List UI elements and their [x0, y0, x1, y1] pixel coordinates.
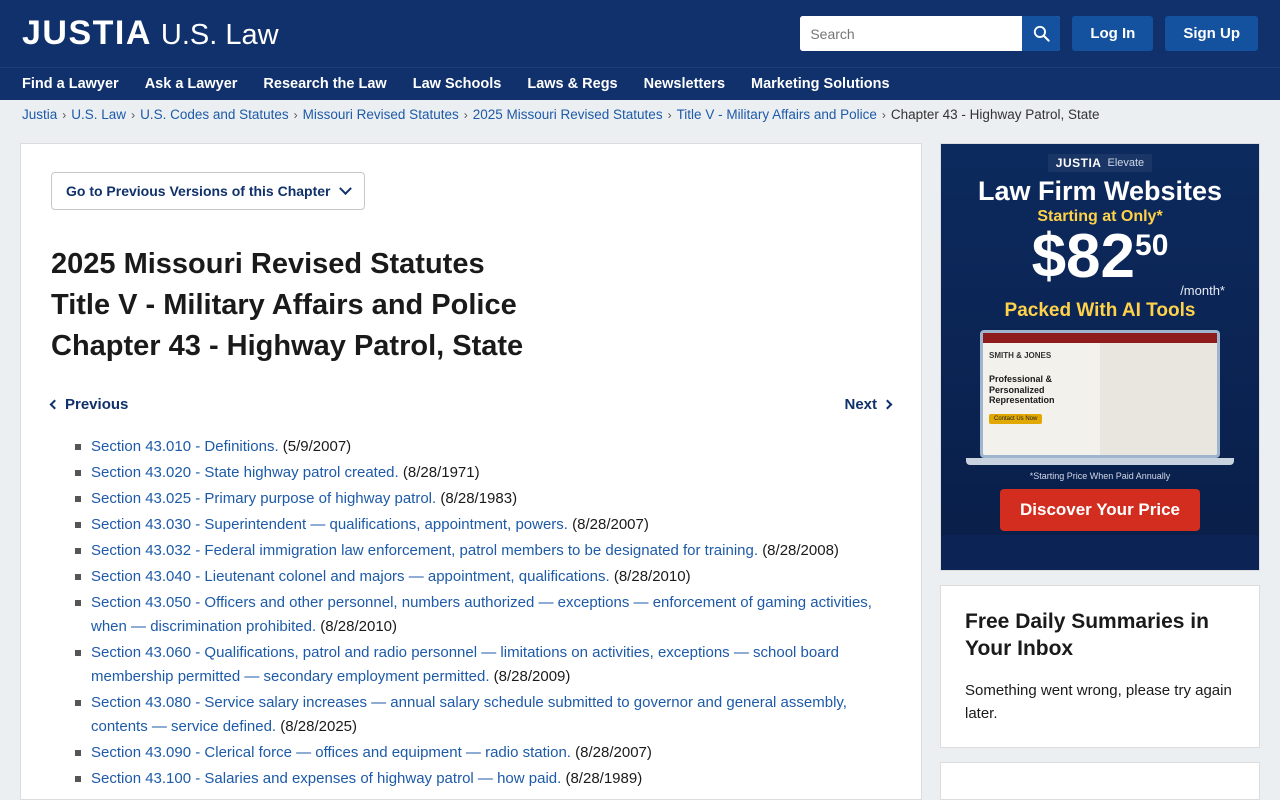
- list-item: [75, 435, 891, 459]
- breadcrumb-item-title-v[interactable]: Title V - Military Affairs and Police: [676, 107, 877, 122]
- breadcrumb-separator: ›: [463, 107, 468, 122]
- ad-top: [941, 144, 1259, 535]
- section-link[interactable]: Section 43.032 - Federal immigration law enforcement, patrol members to be designated for training.: [91, 541, 759, 559]
- breadcrumb-item-us-codes-and-statutes[interactable]: U.S. Codes and Statutes: [140, 107, 289, 122]
- page-title-line3: Chapter 43 - Highway Patrol, State: [51, 330, 524, 363]
- list-item: [75, 767, 891, 791]
- nav-item-laws-and-regs[interactable]: Laws & Regs: [527, 76, 618, 92]
- section-list: [51, 435, 891, 791]
- next-label: Next: [844, 395, 877, 413]
- breadcrumb-item-missouri-revised-statutes[interactable]: Missouri Revised Statutes: [302, 107, 459, 122]
- section-date: (8/28/2010): [613, 567, 691, 585]
- ad-price-period: /month*: [1180, 282, 1225, 298]
- breadcrumb-separator: ›: [131, 107, 136, 122]
- section-link[interactable]: Section 43.020 - State highway patrol created.: [91, 463, 399, 481]
- newsletter-box: [940, 585, 1260, 749]
- ad-brand-sub-text: Elevate: [1107, 157, 1145, 169]
- advertisement-justia-elevate[interactable]: [940, 143, 1260, 571]
- list-item: [75, 539, 891, 563]
- section-date: (8/28/2025): [280, 717, 358, 735]
- breadcrumb-item-justia[interactable]: Justia: [22, 107, 58, 122]
- list-item: [75, 741, 891, 765]
- previous-chapter-link[interactable]: [51, 396, 128, 413]
- section-link[interactable]: Section 43.100 - Salaries and expenses of highway patrol — how paid.: [91, 769, 562, 787]
- ad-brand-text: JUSTIA: [1055, 156, 1102, 170]
- page-title: [51, 244, 891, 368]
- ad-laptop-navbar: [983, 333, 1217, 343]
- list-item: [75, 487, 891, 511]
- section-link[interactable]: Section 43.090 - Clerical force — offices and equipment — radio station.: [91, 743, 571, 761]
- nav-item-law-schools[interactable]: Law Schools: [412, 76, 502, 92]
- nav-item-find-a-lawyer[interactable]: Find a Lawyer: [22, 76, 119, 92]
- login-button[interactable]: Log In: [1072, 16, 1153, 51]
- breadcrumb-separator: ›: [881, 107, 886, 122]
- section-date: (8/28/1989): [565, 769, 643, 787]
- ad-laptop-headline: Professional & Personalized Representation: [989, 373, 1055, 406]
- section-link[interactable]: Section 43.060 - Qualifications, patrol and radio personnel — limitations on activities, exceptions — school board membership permitted — secondary employment permitted.: [91, 643, 839, 685]
- main-content: [20, 143, 922, 800]
- section-link[interactable]: Section 43.050 - Officers and other personnel, numbers authorized — exceptions — enforcement of gaming activities, when — discrimination prohibited.: [91, 593, 872, 635]
- section-link[interactable]: Section 43.025 - Primary purpose of highway patrol.: [91, 489, 437, 507]
- chevron-right-icon: [883, 399, 893, 409]
- ad-laptop-body: [983, 343, 1217, 458]
- ad-laptop-button: Contact Us Now: [989, 414, 1042, 424]
- ad-laptop-right-panel: [1100, 343, 1217, 458]
- logo-sub-text: U.S. Law: [160, 19, 279, 51]
- next-chapter-link[interactable]: [844, 396, 891, 413]
- sidebar-extra-box: [940, 762, 1260, 800]
- section-date: (8/28/1983): [440, 489, 518, 507]
- search-icon: [1032, 24, 1051, 43]
- page-title-line1: 2025 Missouri Revised Statutes: [51, 248, 485, 280]
- search-input[interactable]: [800, 16, 1022, 51]
- section-date: (8/28/1971): [402, 463, 480, 481]
- list-item: [75, 513, 891, 537]
- section-link[interactable]: Section 43.040 - Lieutenant colonel and majors — appointment, qualifications.: [91, 567, 610, 585]
- search-bar[interactable]: [800, 16, 1060, 51]
- page-body: [0, 129, 1280, 800]
- signup-button[interactable]: Sign Up: [1165, 16, 1258, 51]
- ad-price-whole: $82: [1031, 222, 1136, 291]
- section-date: (5/9/2007): [282, 437, 352, 455]
- list-item: [75, 591, 891, 639]
- nav-item-research-the-law[interactable]: Research the Law: [263, 76, 387, 92]
- list-item: [75, 641, 891, 689]
- newsletter-error-message: Something went wrong, please try again later.: [965, 682, 1232, 722]
- section-link[interactable]: Section 43.010 - Definitions.: [91, 437, 279, 455]
- ad-cta-button[interactable]: Discover Your Price: [1000, 489, 1200, 531]
- breadcrumb-item-current: Chapter 43 - Highway Patrol, State: [890, 107, 1100, 122]
- previous-versions-label: Go to Previous Versions of this Chapter: [66, 183, 331, 199]
- breadcrumb-item-2025-missouri-revised-statutes[interactable]: 2025 Missouri Revised Statutes: [472, 107, 663, 122]
- ad-laptop-base: [966, 458, 1234, 465]
- nav-item-newsletters[interactable]: Newsletters: [643, 76, 726, 92]
- search-button[interactable]: [1022, 16, 1060, 51]
- ad-laptop-left-panel: [983, 343, 1100, 458]
- breadcrumb-item-us-law[interactable]: U.S. Law: [71, 107, 127, 122]
- ad-laptop-mockup: [980, 330, 1220, 458]
- ad-footnote: *Starting Price When Paid Annually: [1029, 470, 1171, 481]
- list-item: [75, 565, 891, 589]
- previous-versions-dropdown[interactable]: [51, 172, 365, 210]
- ad-headline: Law Firm Websites: [977, 176, 1223, 206]
- ad-price-cents: 50: [1135, 229, 1169, 262]
- section-date: (8/28/2007): [572, 515, 649, 533]
- nav-item-ask-a-lawyer[interactable]: Ask a Lawyer: [144, 76, 238, 92]
- breadcrumb-separator: ›: [667, 107, 672, 122]
- newsletter-title: Free Daily Summaries in Your Inbox: [965, 609, 1209, 660]
- ad-tagline: Packed With AI Tools: [1004, 299, 1196, 321]
- ad-subheadline: Starting at Only*: [1037, 208, 1163, 225]
- breadcrumb: [0, 100, 1280, 129]
- section-date: (8/28/2008): [762, 541, 839, 559]
- site-header: [0, 0, 1280, 67]
- ad-brand-row: [1048, 154, 1152, 172]
- section-date: (8/28/2010): [320, 617, 398, 635]
- previous-label: Previous: [65, 395, 129, 413]
- page-title-line2: Title V - Military Affairs and Police: [51, 289, 517, 322]
- breadcrumb-separator: ›: [62, 107, 67, 122]
- sidebar: [940, 143, 1260, 800]
- logo-main-text: JUSTIA: [22, 14, 152, 52]
- header-actions: [800, 16, 1258, 51]
- list-item: [75, 461, 891, 485]
- list-item: [75, 691, 891, 739]
- section-link[interactable]: Section 43.030 - Superintendent — qualifications, appointment, powers.: [91, 515, 568, 533]
- main-nav: [0, 67, 1280, 100]
- justia-logo[interactable]: [22, 14, 279, 53]
- chevron-left-icon: [50, 399, 60, 409]
- section-date: (8/28/2007): [575, 743, 652, 761]
- chapter-pagination: [51, 396, 891, 413]
- breadcrumb-separator: ›: [293, 107, 298, 122]
- section-link[interactable]: Section 43.080 - Service salary increases — annual salary schedule submitted to governor and general assembly, contents — service defined.: [91, 693, 847, 735]
- nav-item-marketing-solutions[interactable]: Marketing Solutions: [751, 76, 890, 92]
- ad-law-firm-name: SMITH & JONES: [989, 350, 1052, 360]
- chevron-down-icon: [339, 182, 352, 195]
- section-date: (8/28/2009): [493, 667, 571, 685]
